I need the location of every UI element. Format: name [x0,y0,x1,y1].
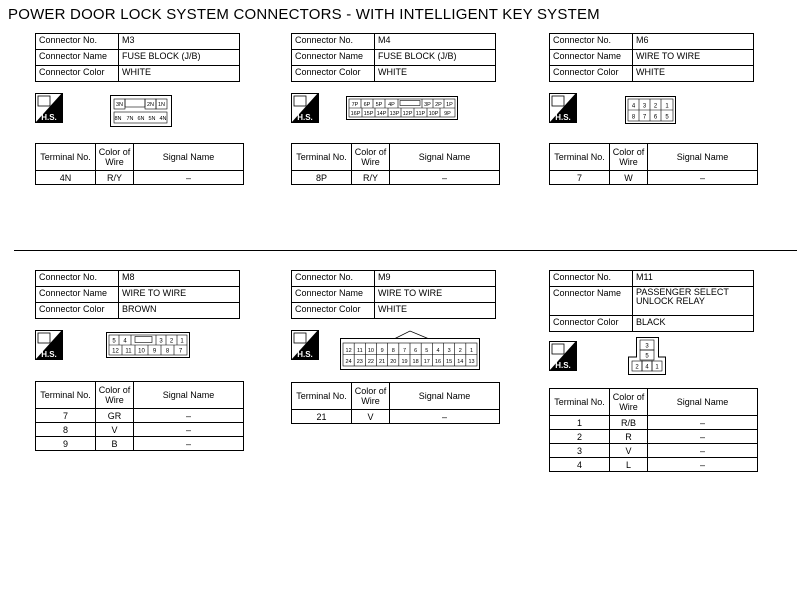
pin-label: 12 [112,348,119,355]
pin-label: 1 [655,364,659,371]
hs-label: H.S. [41,350,57,359]
hs-harness-side-icon [291,93,319,123]
pin-label: 7 [642,114,647,121]
terminal-table-m6 [549,143,758,185]
pin-label: 8 [165,348,170,355]
connector-diagram-m6 [625,96,676,124]
hs-harness-side-icon [35,330,63,360]
pin-label: 10 [367,348,374,354]
connector-info-table [35,270,240,319]
table-row: 9 B – [36,437,244,451]
pin-label: 2N [146,102,155,108]
table-row: 7 GR – [36,409,244,423]
section-divider [14,250,797,251]
signal-name-header: Signal Name [390,383,500,410]
connector-name-value: WIRE TO WIRE [633,50,754,66]
hs-label: H.S. [297,113,313,122]
pin-label: 5P [375,102,383,108]
pin-label: 14P [376,111,387,117]
pin-label: 20 [390,359,397,365]
page-title: POWER DOOR LOCK SYSTEM CONNECTORS - WITH INTELLIGENT KEY SYSTEM [8,6,600,23]
connector-name-label: Connector Name [36,50,119,66]
terminal-table-m9 [291,382,500,424]
hs-label: H.S. [297,350,313,359]
connector-name-value: FUSE BLOCK (J/B) [119,50,240,66]
pin-label: 23 [356,359,363,365]
pin-label: 4N [159,116,167,122]
pin-label: 5 [425,348,429,354]
pin-label: 17 [423,359,430,365]
signal-name-header: Signal Name [648,144,758,171]
connector-color-value: WHITE [375,66,496,82]
pin-label: 4 [645,364,649,371]
connector-color-label: Connector Color [550,316,633,332]
connector-color-label: Connector Color [36,303,119,319]
table-row: 21 V – [292,410,500,424]
wire-color-header: Color of Wire [610,389,648,416]
pin-label: 3N [115,102,124,108]
terminal-table-m3 [35,143,244,185]
pin-label: 22 [367,359,374,365]
pin-label: 11 [125,348,132,355]
table-row: 7 W – [550,171,758,185]
pin-label: 11P [415,111,426,117]
pin-label: 8 [391,348,395,354]
pin-label: 3P [424,102,431,108]
wire-color-header: Color of Wire [96,144,134,171]
terminal-no-header: Terminal No. [550,389,610,416]
connector-color-value: WHITE [375,303,496,319]
pin-label: 5 [645,353,649,360]
connector-color-value: BROWN [119,303,240,319]
connector-info-table [291,33,496,82]
connector-name-label: Connector Name [550,287,633,316]
connector-diagram-m8 [106,332,190,358]
connector-name-value: WIRE TO WIRE [119,287,240,303]
pin-label: 2 [458,348,462,354]
pin-label: 7 [402,348,407,354]
pin-label: 13 [468,359,475,365]
connector-name-label: Connector Name [292,287,375,303]
wire-color-header: Color of Wire [96,382,134,409]
connector-color-label: Connector Color [292,66,375,82]
wire-color-header: Color of Wire [610,144,648,171]
pin-label: 7 [178,348,183,355]
pin-label: 6P [363,102,371,108]
connector-name-value: PASSENGER SELECT UNLOCK RELAY [633,287,754,316]
connector-color-label: Connector Color [292,303,375,319]
connector-name-value: WIRE TO WIRE [375,287,496,303]
connector-no-value: M6 [633,34,754,50]
connector-diagram-m4 [346,96,458,120]
pin-label: 19 [401,359,408,365]
connector-no-label: Connector No. [292,271,375,287]
pin-label: 16 [434,359,442,365]
pin-label: 5 [112,338,116,345]
terminal-no-header: Terminal No. [36,382,96,409]
connector-no-label: Connector No. [550,34,633,50]
connector-no-value: M3 [119,34,240,50]
pin-label: 9P [444,111,451,117]
pin-label: 24 [345,359,352,365]
hs-label: H.S. [41,113,57,122]
pin-label: 13P [389,111,400,117]
pin-label: 1N [157,102,166,108]
connector-color-value: WHITE [633,66,754,82]
table-row: 3 V – [550,444,758,458]
pin-label: 4P [388,102,395,108]
table-row: 8P R/Y – [292,171,500,185]
connector-no-label: Connector No. [36,34,119,50]
table-row: 1 R/B – [550,416,758,430]
pin-label: 4 [436,348,440,354]
connector-block-m11 [549,270,754,332]
pin-label: 3 [642,103,647,110]
connector-info-table [549,33,754,82]
pin-label: 15P [363,111,374,117]
connector-info-table [549,270,754,332]
connector-color-value: BLACK [633,316,754,332]
pin-label: 12 [345,348,352,354]
connector-info-table [35,33,240,82]
pin-label: 12P [402,111,413,117]
terminal-table-m11 [549,388,758,472]
table-row: 4N R/Y – [36,171,244,185]
table-row: 4 L – [550,458,758,472]
connector-block-m3 [35,33,240,82]
pin-label: 3 [447,348,451,354]
pin-label: 8N [114,116,122,122]
connector-name-value: FUSE BLOCK (J/B) [375,50,496,66]
terminal-no-header: Terminal No. [292,383,352,410]
table-row: 8 V – [36,423,244,437]
connector-name-label: Connector Name [550,50,633,66]
pin-label: 11 [356,348,363,354]
connector-info-table [291,270,496,319]
connector-block-m8 [35,270,240,319]
connector-no-value: M11 [633,271,754,287]
pin-label: 7N [126,116,134,122]
connector-no-label: Connector No. [36,271,119,287]
pin-label: 10 [138,348,145,355]
pin-label: 9 [152,348,157,355]
pin-label: 1 [665,103,669,110]
pin-label: 6N [137,116,145,122]
hs-harness-side-icon [35,93,63,123]
connector-color-value: WHITE [119,66,240,82]
pin-label: 4 [631,103,636,110]
connector-diagram-m9 [340,330,480,370]
connector-block-m6 [549,33,754,82]
connector-no-value: M8 [119,271,240,287]
pin-label: 3 [159,338,163,345]
wire-color-header: Color of Wire [352,383,390,410]
pin-label: 18 [412,359,419,365]
pin-label: 1 [469,348,474,354]
terminal-no-header: Terminal No. [36,144,96,171]
hs-harness-side-icon [291,330,319,360]
pin-label: 2 [169,338,174,345]
signal-name-header: Signal Name [648,389,758,416]
signal-name-header: Signal Name [390,144,500,171]
wire-color-header: Color of Wire [352,144,390,171]
connector-block-m4 [291,33,496,82]
connector-no-value: M4 [375,34,496,50]
pin-label: 2P [435,102,442,108]
pin-label: 15 [446,359,453,365]
signal-name-header: Signal Name [134,144,244,171]
hs-label: H.S. [555,361,571,370]
pin-label: 1P [446,102,453,108]
pin-label: 5N [148,116,156,122]
connector-no-label: Connector No. [292,34,375,50]
pin-label: 2 [635,364,639,371]
pin-label: 9 [380,348,384,354]
connector-name-label: Connector Name [292,50,375,66]
connector-block-m9 [291,270,496,319]
pin-label: 6 [653,114,658,121]
connector-color-label: Connector Color [550,66,633,82]
pin-label: 5 [665,114,669,121]
hs-label: H.S. [555,113,571,122]
hs-harness-side-icon [549,93,577,123]
connector-no-value: M9 [375,271,496,287]
signal-name-header: Signal Name [134,382,244,409]
terminal-table-m8 [35,381,244,451]
connector-color-label: Connector Color [36,66,119,82]
connector-diagram-m3 [110,95,172,127]
pin-label: 1 [180,338,184,345]
pin-label: 3 [645,343,649,350]
table-row: 2 R – [550,430,758,444]
pin-label: 8 [631,114,636,121]
terminal-no-header: Terminal No. [550,144,610,171]
pin-label: 2 [653,103,658,110]
terminal-no-header: Terminal No. [292,144,352,171]
pin-label: 4 [123,338,127,345]
pin-label: 7P [351,102,359,108]
pin-label: 10P [428,111,439,117]
connector-name-label: Connector Name [36,287,119,303]
connector-no-label: Connector No. [550,271,633,287]
connector-diagram-m11 [628,337,666,375]
pin-label: 21 [379,359,386,365]
hs-harness-side-icon [549,341,577,371]
terminal-table-m4 [291,143,500,185]
pin-label: 14 [457,359,464,365]
pin-label: 6 [414,348,418,354]
pin-label: 16P [350,111,361,117]
